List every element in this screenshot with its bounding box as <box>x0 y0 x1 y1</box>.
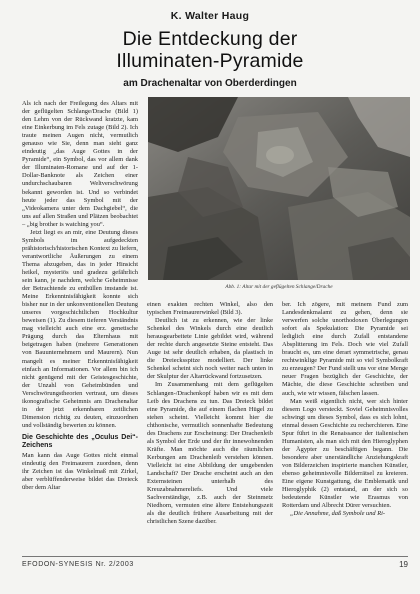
text-column-3 <box>282 301 408 544</box>
figure-caption: Abb. 1: Altar mit der geflügelten Schlange/Drache <box>225 284 333 290</box>
paragraph: „Die Annahme, daß Symbole und Ri- <box>290 510 386 518</box>
altar-photo-image <box>148 97 410 280</box>
text-column-2 <box>147 301 273 544</box>
altar-photo <box>148 97 410 280</box>
article-subtitle: am Drachenaltar von Oberderdingen <box>123 78 297 89</box>
section-heading: Die Geschichte des „Oculus Dei“-Zeichens <box>22 433 138 449</box>
paragraph: ber. Ich zögere, mit meinem Fund zum Landesdenkmalamt zu gehen, denn sie verwerfen solche unorthodoxen Überlegungen sofort als Spekulation: Die Pyramide sei lediglich eine durch Zufall entstandene Absplitterung im Fels. Doch wie viel Zufall braucht es, um eine derart symmetrische, genau rechtwinklige Pyramide mit so viel Symbolkraft zu erzeugen? Der Fund stellt uns vor eine Menge neuer Fragen bezüglich der Geschichte, der Mächte, die diese Geschichte schreiben und auch, wie wir wissen, fälschen lassen. <box>282 301 408 397</box>
page-number: 19 <box>399 560 408 569</box>
paragraph: Man weiß eigentlich nicht, wer sich hinter diesem Logo versteckt. Soviel Geheimnisvolles schwingt um dieses Symbol, dass es sich lohnt, einmal dessen Geschichte zu recherchieren. Eine Spur führt in die Renaissance der italienischen Humanisten, als man sich mit den Hieroglyphen der Ägypter zu beschäftigen begann. Die besondere aber unerständliche Anziehungskraft von Bilderzeichen inspirierte manchen Künstler, ebenso geheimnisvolle Bilderrätsel zu kreieren. Eine eigene Kunstgattung, die Emblematik und Hieroglyphik (2) entstand, an der sich so bedeutende Künstler wie Erasmus von Rotterdam und Albrecht Dürer versuchten. <box>282 397 408 510</box>
title-line-2: Illuminaten-Pyramide <box>116 50 304 72</box>
paragraph: Als ich nach der Freilegung des Altars mit der geflügelten Schlange/Drache (Bild 1) den Lehm von der Rückwand kratzte, kam eine Einkerbung im Fels zutage (Bild 2). Ich traute meinen Augen nicht, vermutlich genauso wie Sie, denn man sieht ganz eindeutig „das Auge Gottes in der Pyramide“, ein Symbol, das vor allem dank der Illuminaten-Romane und auf der 1-Dollar-Banknote als Zeichen einer undurchschaubaren Weltverschwörung bekannt geworden ist. Und so verbindet heute jeder das Symbol mit der „Videokamera unter dem Dachgiebel“, die uns auf allen Straßen und Plätzen beobachtet – „big brother is watching you“. <box>22 100 138 228</box>
footer-divider <box>22 556 408 557</box>
title-line-1: Die Entdeckung der <box>122 28 298 50</box>
journal-issue: EFODON-SYNESIS Nr. 2/2003 <box>22 561 134 568</box>
article-title <box>0 28 420 72</box>
paragraph: Deutlich ist zu erkennen, wie der linke Schenkel des Winkels durch eine deutlich herausgearbeitete Linie gebildet wird, während der rechte durch angesetzte Steine entsteht. Das Auge ist sehr deutlich erhaben, da plastisch in die Dreiecksspitze modelliert. Der linke Schenkel scheint sich noch weiter nach unten in der Skulptur der Altarrückwand fortzusetzen. <box>147 317 273 381</box>
paragraph: einen exakten rechten Winkel, also den typischen Freimaurerwinkel (Bild 3). <box>147 301 273 317</box>
author-name: K. Walter Haug <box>170 10 250 22</box>
text-column-1 <box>22 100 138 545</box>
paragraph: Im Zusammenhang mit dem geflügelten Schlangen-/Drachenkopf haben wir es mit dem Leib des Drachens zu tun. Das Dreieck bildet eine Pyramide, die auf einem flachen Hügel zu stehen scheint. Vielleicht kommt hier die chthonische, vermutlich sonnenhafte Bedeutung des Drachens zur Erscheinung: Der Drachenleib als Symbol der Erde und der ihr innewohnenden Kräfte. Man möchte auch die räumlichen Kerbungen am Drachenleib verstehen können. Vielleicht ist eine Abbildung der umgebenden Landschaft? Der Drache erscheint auch an den Externsteinen unterhalb des Kreuzabnahmereliefs. Und viele Sachverständige, z.B. auch der Steinmetz Niedhorn, vermuten eine ältere Entstehungszeit als die deutlich frühere Ausarbeitung mit der christlichen Szene dazüber. <box>147 381 273 526</box>
paragraph: Man kann das Auge Gottes nicht einmal eindeutig den Freimaurern zuordnen, denn ihr Zeichen ist das Winkelmaß mit Zirkel, aber verblüffenderweise bildet das Dreieck über dem Altar <box>22 451 138 492</box>
paragraph: Jetzt liegt es an mir, eine Deutung dieses Symbols im aufgedeckten prähistorisch/historischen Kontext zu liefern, verantwortliche Äußerungen zu einem Thema abzugeben, das in jeder Hinsicht heikel, mysteriös und gradezu gefährlich sein kann, je nachdem, welche Geheimnisse der Betrachtende zu enthüllen imstande ist. Meine Erkenntnisfähigkeit konnte sich bisher nur in der unkonventionellen Deutung unseres vorgeschichtlichen Hochkultur beweisen (1). Zu diesem tieferen Verständnis mag vielleicht auch eine erz. genetische Prägung durch das Elternhaus mit beigetragen haben (mehrere Generationen von Bauunternehmern und Maurern). Nun mangelt es meiner Erkenntnisfähigkeit einfach an Informationen. Vor allem bin ich nicht genügend mit der Geistesgeschichte, der Unzahl von Geheimbünden und Verschwörungstheorien vertraut, um dieses ikonografische Geheimnis am Drachenaltar in der jetzt erkennbaren zeitlichen Dimension richtig zu deuten, einzuordnen und vollständig bewerten zu können. <box>22 228 138 429</box>
